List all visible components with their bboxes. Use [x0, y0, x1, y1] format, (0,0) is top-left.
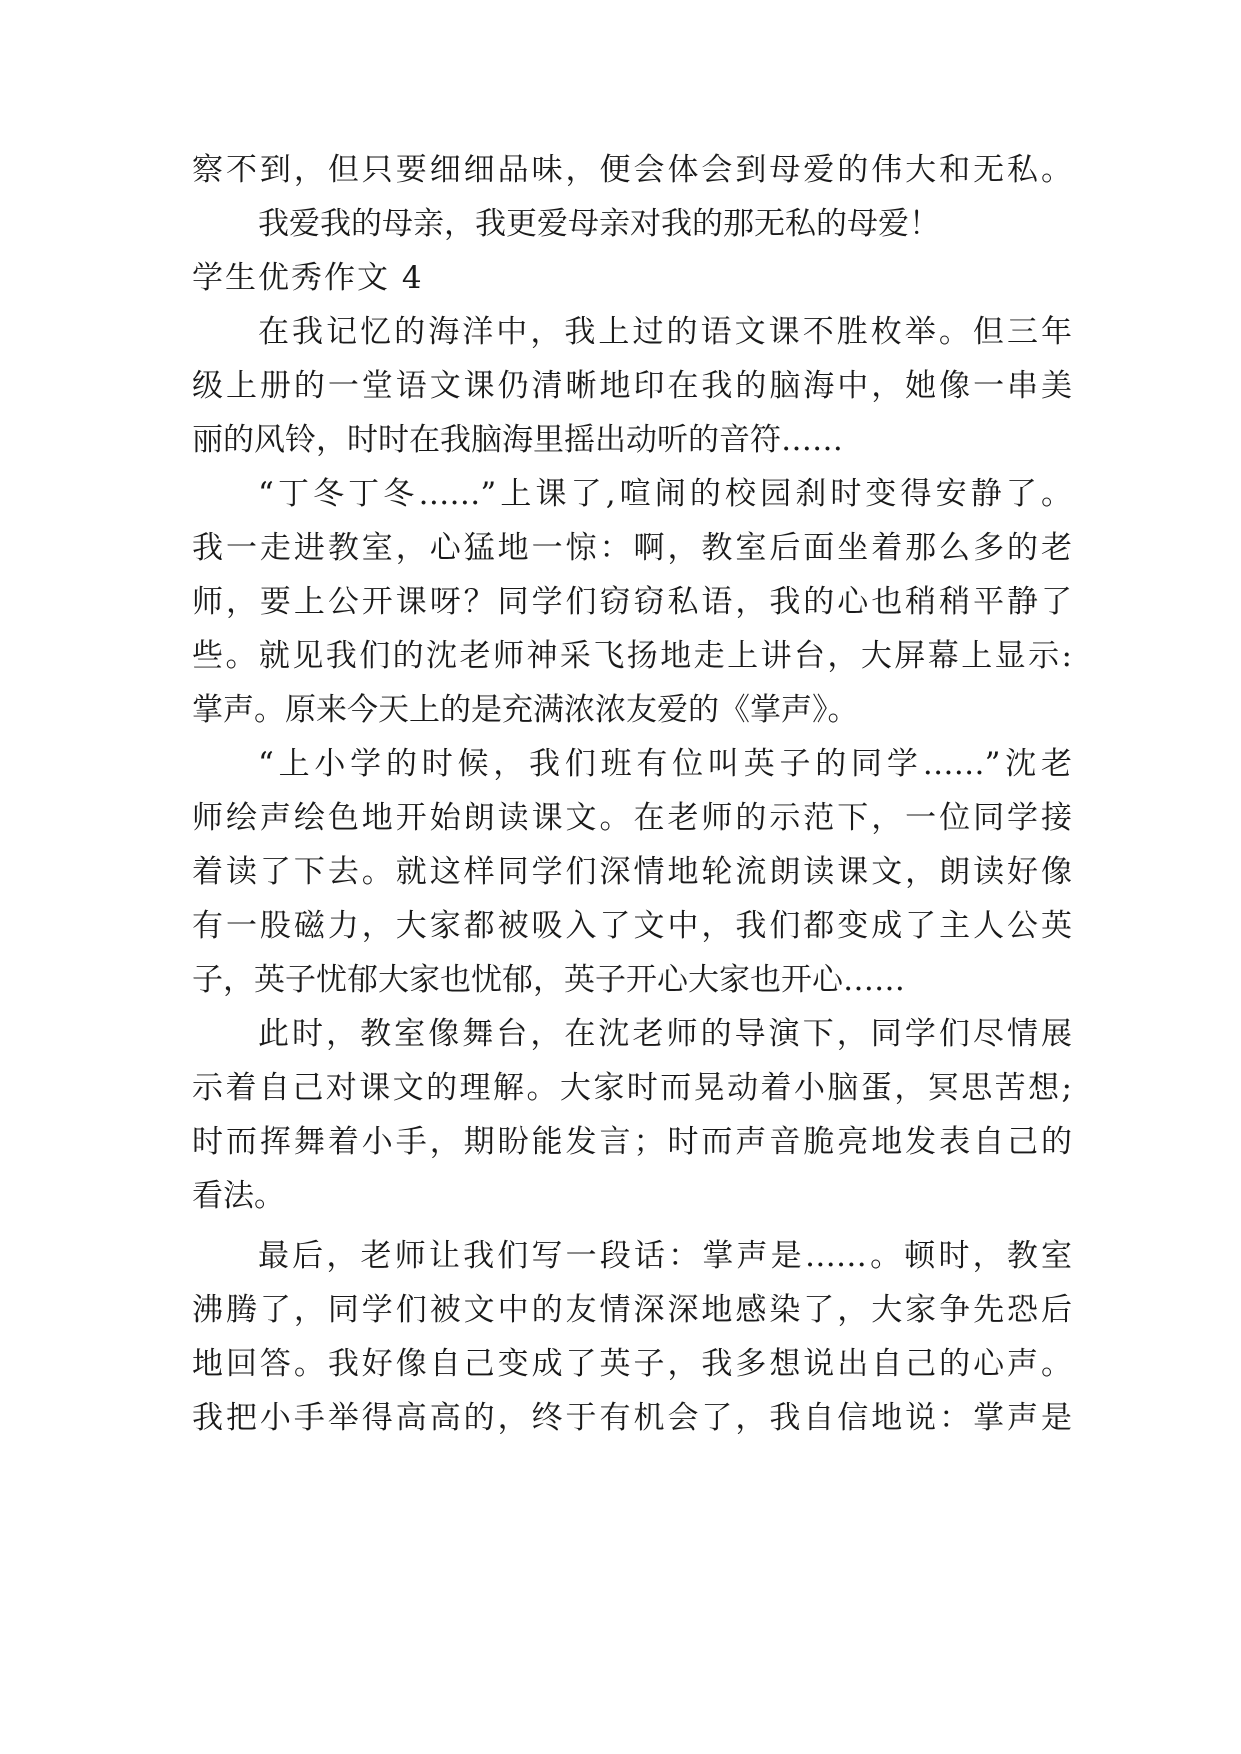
text-line: 师，要上公开课呀？同学们窃窃私语，我的心也稍稍平静了: [192, 584, 1072, 620]
text-line: 沸腾了，同学们被文中的友情深深地感染了，大家争先恐后: [192, 1292, 1072, 1328]
text-line: 察不到，但只要细细品味，便会体会到母爱的伟大和无私。: [192, 152, 1072, 188]
text-line: 有一股磁力，大家都被吸入了文中，我们都变成了主人公英: [192, 908, 1072, 944]
text-line: 此时，教室像舞台，在沈老师的导演下，同学们尽情展: [258, 1016, 1072, 1052]
text-line: 时而挥舞着小手，期盼能发言；时而声音脆亮地发表自己的: [192, 1124, 1072, 1160]
text-line: 子，英子忧郁大家也忧郁，英子开心大家也开心……: [192, 962, 905, 998]
text-line: 师绘声绘色地开始朗读课文。在老师的示范下，一位同学接: [192, 800, 1072, 836]
text-line: 我一走进教室，心猛地一惊：啊，教室后面坐着那么多的老: [192, 530, 1072, 566]
text-line: 我把小手举得高高的，终于有机会了，我自信地说：掌声是: [192, 1400, 1072, 1436]
text-line: 掌声。原来今天上的是充满浓浓友爱的《掌声》。: [192, 692, 859, 728]
text-line: 些。就见我们的沈老师神采飞扬地走上讲台，大屏幕上显示:: [192, 638, 1072, 674]
text-line: 看法。: [192, 1178, 285, 1214]
text-line: “上小学的时候，我们班有位叫英子的同学……”沈老: [258, 746, 1072, 782]
text-line: 在我记忆的海洋中，我上过的语文课不胜枚举。但三年: [258, 314, 1072, 350]
text-line: 示着自己对课文的理解。大家时而晃动着小脑蛋，冥思苦想;: [192, 1070, 1072, 1106]
text-line: 着读了下去。就这样同学们深情地轮流朗读课文，朗读好像: [192, 854, 1072, 890]
text-line: 级上册的一堂语文课仍清晰地印在我的脑海中，她像一串美: [192, 368, 1072, 404]
text-line: “丁冬丁冬……”上课了,喧闹的校园刹时变得安静了。: [258, 476, 1072, 512]
text-line: 我爱我的母亲，我更爱母亲对我的那无私的母爱！: [258, 206, 940, 242]
text-line: 地回答。我好像自己变成了英子，我多想说出自己的心声。: [192, 1346, 1072, 1382]
text-line: 最后，老师让我们写一段话：掌声是……。顿时，教室: [258, 1238, 1072, 1274]
section-title: 学生优秀作文 4: [192, 260, 424, 296]
text-line: 丽的风铃，时时在我脑海里摇出动听的音符……: [192, 422, 843, 458]
